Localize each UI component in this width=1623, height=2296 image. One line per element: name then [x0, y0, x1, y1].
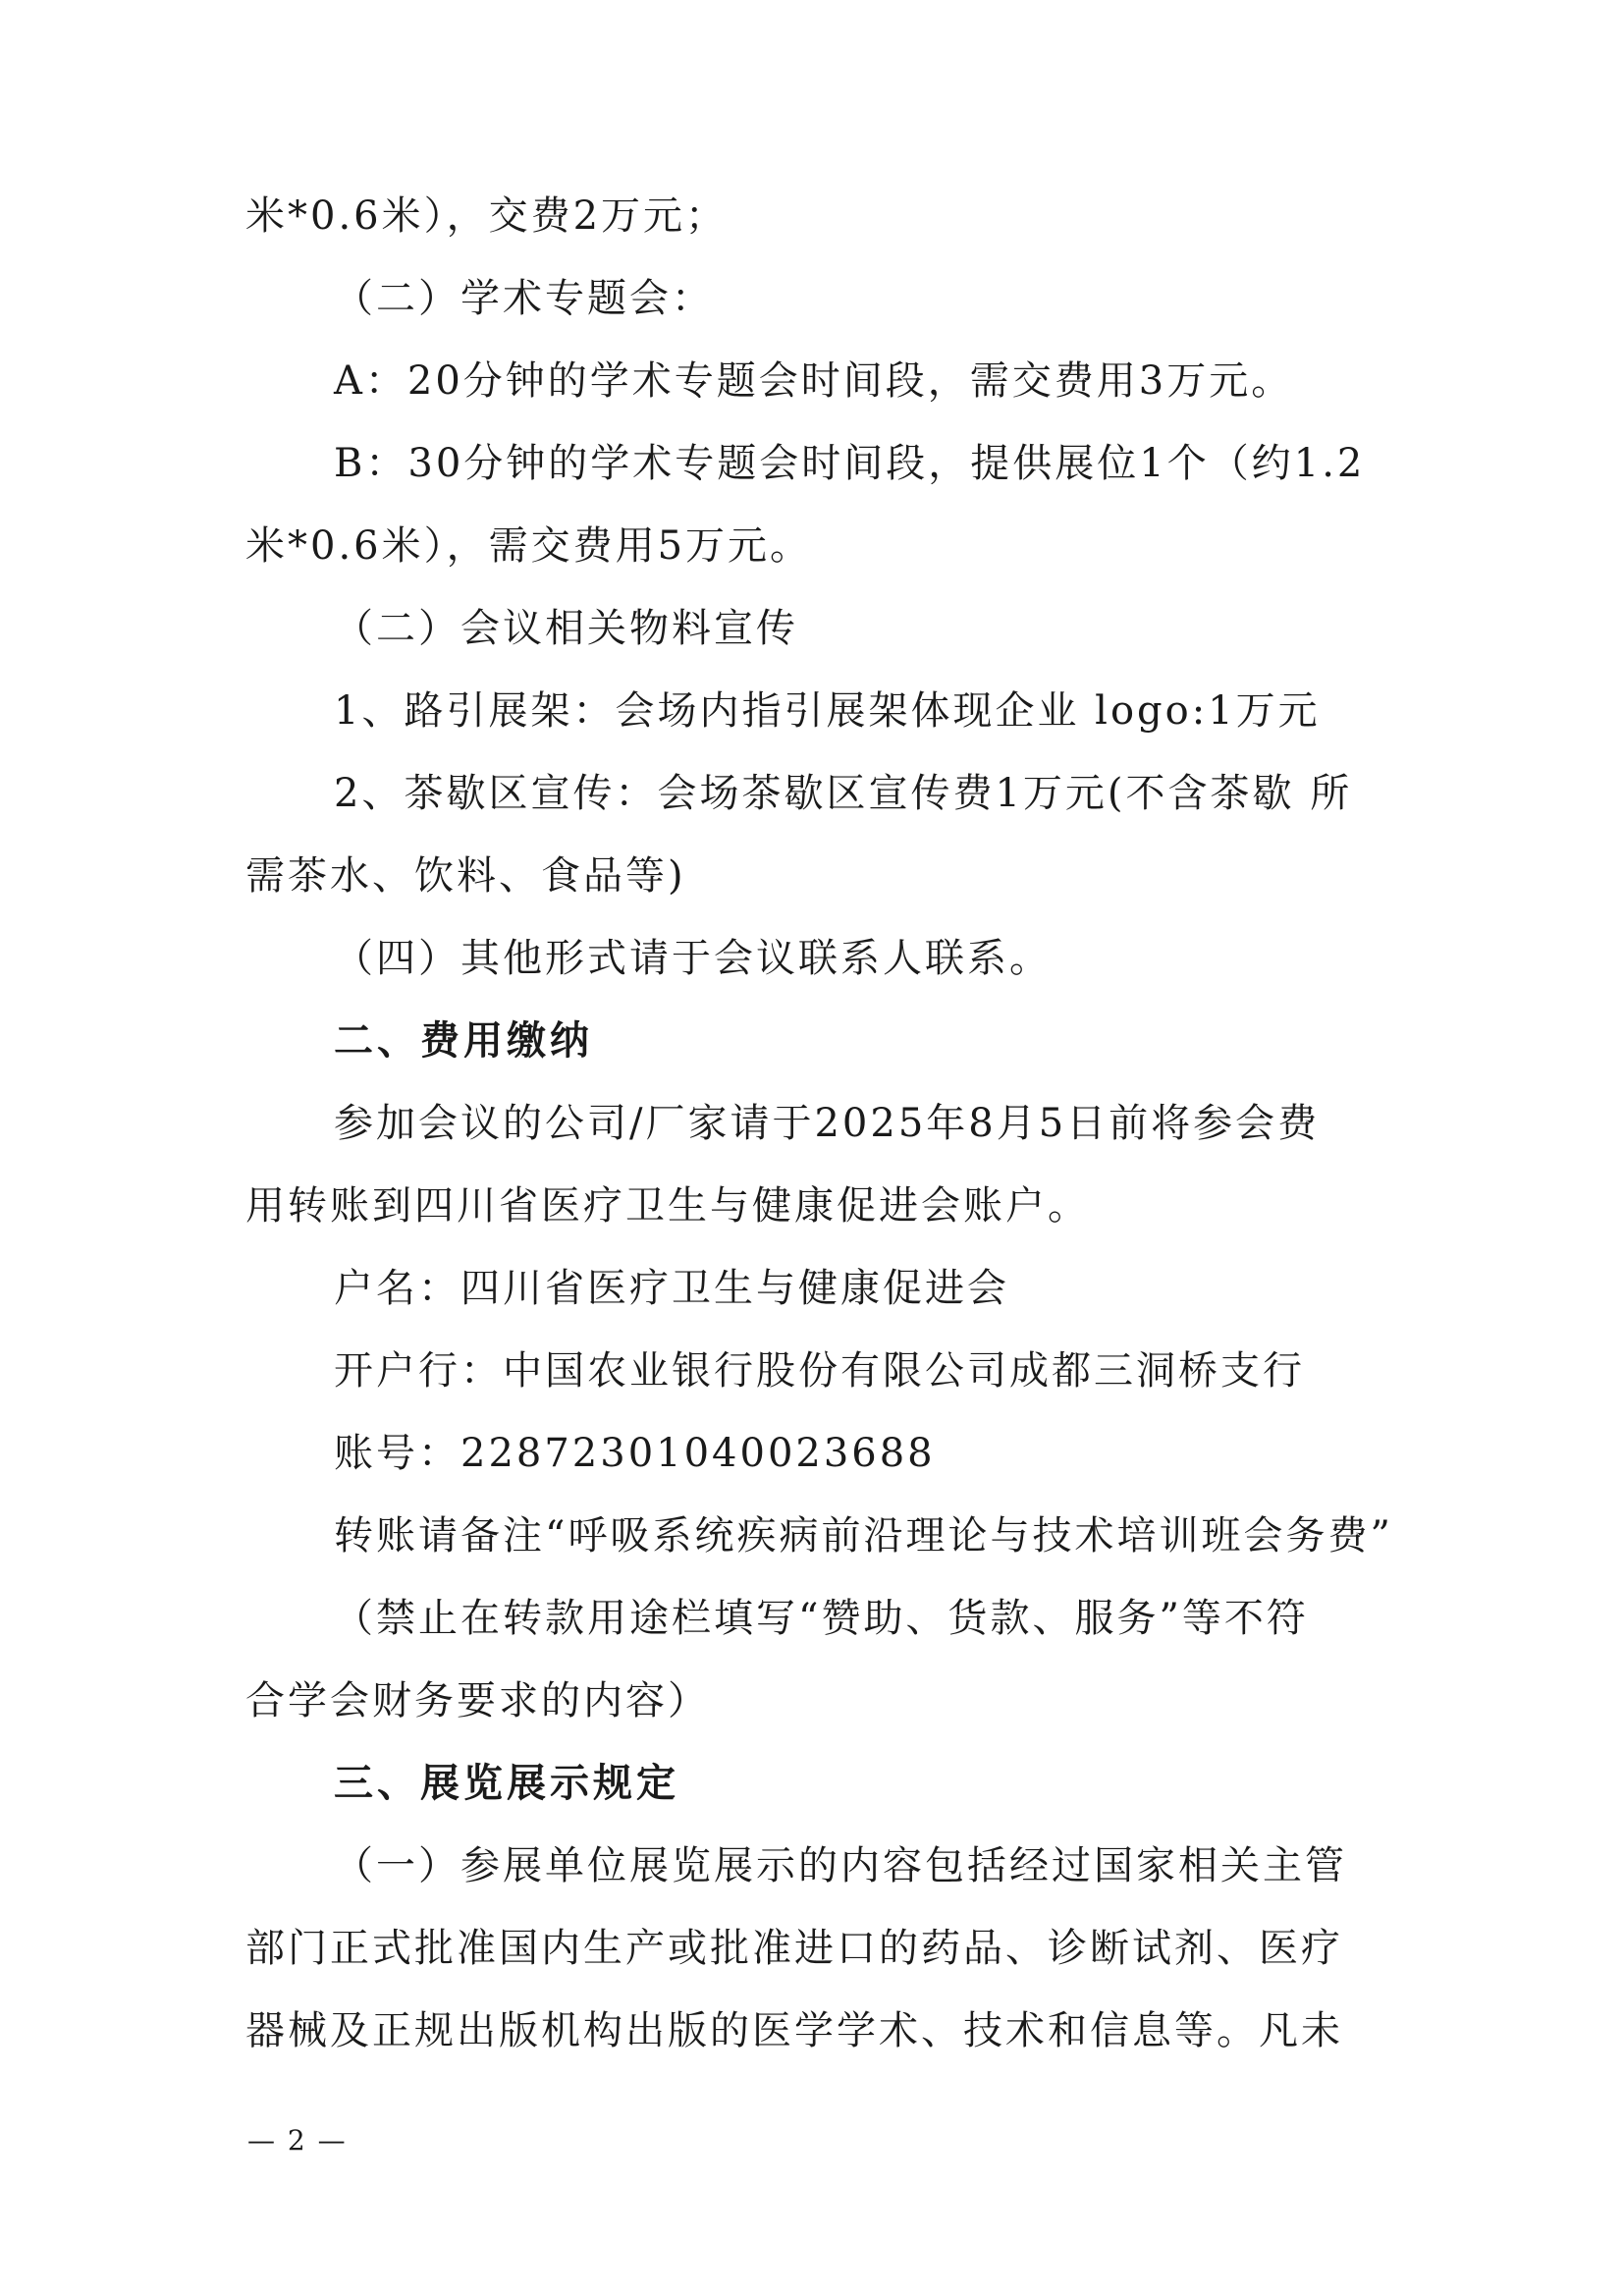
- text-line-prohibition: （禁止在转款用途栏填写“赞助、货款、服务”等不符: [334, 1596, 1309, 1641]
- subheading-materials: （二）会议相关物料宣传: [334, 606, 798, 651]
- text-line-exhibition-3: 器械及正规出版机构出版的医学学术、技术和信息等。凡未: [245, 2008, 1343, 2053]
- text-line-prohibition-cont: 合学会财务要求的内容）: [245, 1678, 710, 1723]
- text-line-1: 米*0.6米），交费2万元；: [245, 193, 729, 239]
- subheading-academic-session: （二）学术专题会：: [334, 276, 714, 321]
- text-line-signage: 1、路引展架：会场内指引展架体现企业 logo:1万元: [334, 688, 1321, 734]
- page-number: — 2 —: [247, 2124, 348, 2157]
- text-line-transfer-note: 转账请备注“呼吸系统疾病前沿理论与技术培训班会务费”: [334, 1513, 1393, 1558]
- text-line-tea-break: 2、茶歇区宣传：会场茶歇区宣传费1万元(不含茶歇 所: [334, 771, 1353, 816]
- text-line-exhibition-2: 部门正式批准国内生产或批准进口的药品、诊断试剂、医疗: [245, 1926, 1343, 1971]
- text-line-account-name: 户名：四川省医疗卫生与健康促进会: [334, 1266, 1009, 1311]
- text-line-option-b-cont: 米*0.6米），需交费用5万元。: [245, 523, 813, 569]
- text-line-tea-break-cont: 需茶水、饮料、食品等): [245, 853, 686, 899]
- text-line-payment: 参加会议的公司/厂家请于2025年8月5日前将参会费: [334, 1101, 1321, 1146]
- text-line-option-a: A：20分钟的学术专题会时间段，需交费用3万元。: [334, 358, 1294, 404]
- text-line-account-number: 账号：22872301040023688: [334, 1431, 936, 1476]
- text-line-exhibition-1: （一）参展单位展览展示的内容包括经过国家相关主管: [334, 1843, 1347, 1888]
- text-line-other-forms: （四）其他形式请于会议联系人联系。: [334, 936, 1052, 981]
- section-heading-exhibition: 三、展览展示规定: [334, 1761, 679, 1806]
- text-line-bank: 开户行：中国农业银行股份有限公司成都三洞桥支行: [334, 1348, 1305, 1394]
- section-heading-fees: 二、费用缴纳: [334, 1018, 593, 1064]
- text-line-option-b: B：30分钟的学术专题会时间段，提供展位1个（约1.2: [334, 441, 1366, 486]
- text-line-payment-cont: 用转账到四川省医疗卫生与健康促进会账户。: [245, 1183, 1090, 1229]
